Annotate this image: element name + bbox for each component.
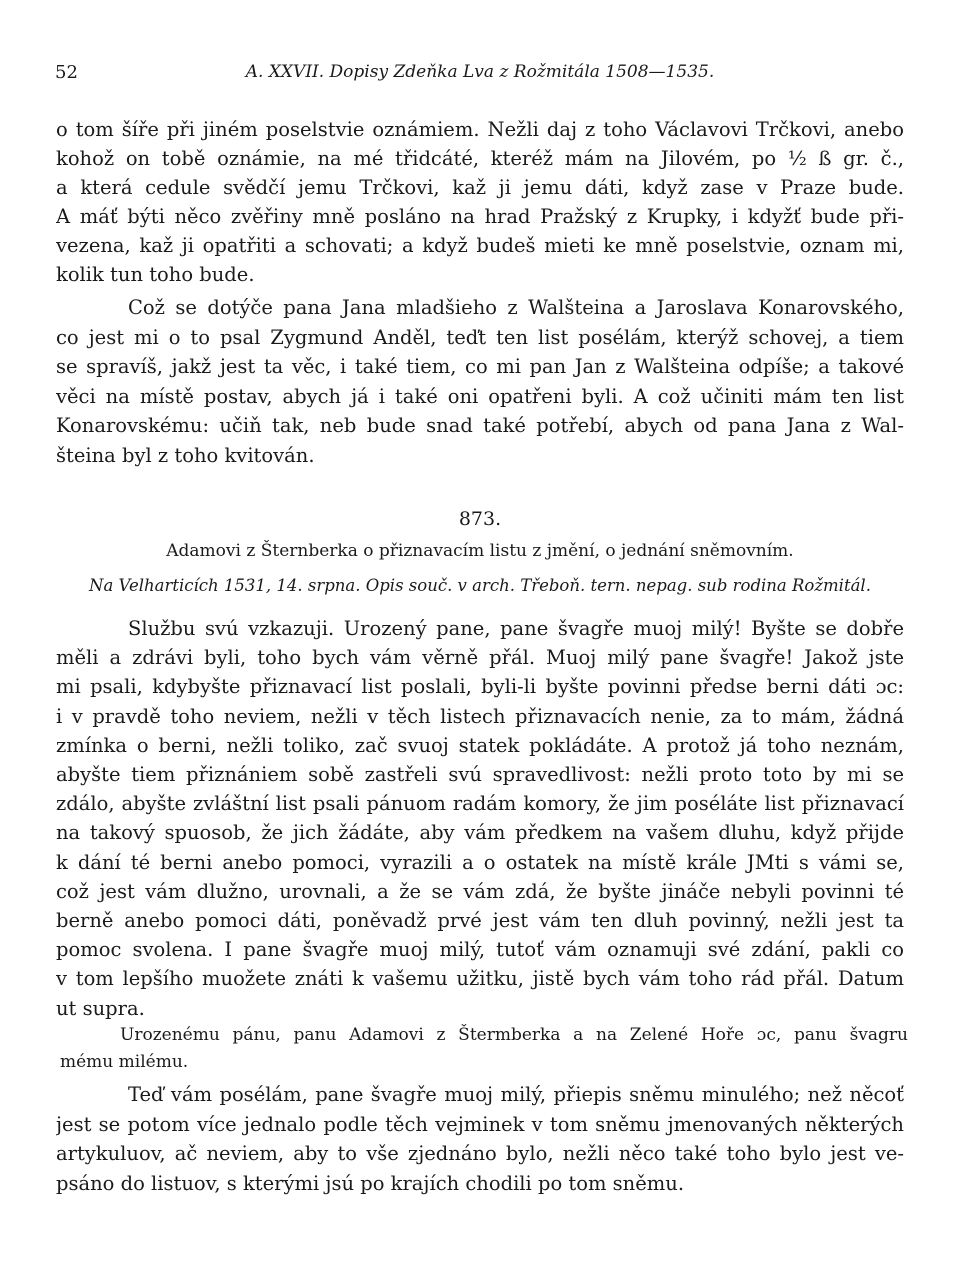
text-line: pomoc svolena. I pane švagře muoj milý, tutoť vám oznamuji své zdání, pakli co [56, 938, 904, 962]
letter-body [56, 614, 904, 1023]
text-line: A máť býti něco zvěřiny mně posláno na hrad Pražský z Krupky, i kdyžť bude při- [56, 205, 904, 228]
text-line: zdálo, abyšte zvláštní list psali pánuom radám komory, že jim poséláte list přiznavací [56, 792, 904, 816]
text-line: měli a zdrávi byli, toho bych vám věrně přál. Muoj milý pane švagře! Jakož jste [56, 646, 904, 670]
text-line: věci na místě postav, abych já i také oni opatřeni byli. A což učiniti mám ten list [56, 384, 904, 408]
text-line: v tom lepšího muožete znáti k vašemu užitku, jistě bych vám toho rád přál. Datum [56, 967, 904, 991]
letter-postscript [56, 1080, 904, 1198]
text-line: kolik tun toho bude. [56, 263, 255, 286]
text-line: mému milému. [60, 1052, 189, 1072]
text-line: o tom šíře při jiném poselstvie oznámiem. Nežli daj z toho Václavovi Trčkovi, anebo [56, 118, 904, 141]
text-line: ut supra. [56, 996, 145, 1020]
text-line: Teď vám posélám, pane švagře muoj milý, přiepis sněmu minulého; než něcoť [128, 1083, 904, 1106]
text-line: abyšte tiem přiznániem sobě zastřeli svú spravedlivost: nežli proto toto by mi se [56, 763, 904, 787]
text-line: jest se potom více jednalo podle těch vejminek v tom sněmu jmenovaných některých [56, 1112, 904, 1136]
page-number: 52 [55, 62, 78, 83]
paragraph-continuation [56, 115, 904, 289]
text-line: Což se dotýče pana Jana mladšieho z Walšteina a Jaroslava Konarovského, [128, 296, 904, 319]
text-line: co jest mi o to psal Zygmund Anděl, teďt ten list posélám, kterýž schovej, a tiem [56, 325, 904, 349]
text-line: Urozenému pánu, panu Adamovi z Štermberka a na Zelené Hoře ɔc, panu švagru [120, 1025, 908, 1045]
text-line: Službu svú vzkazuji. Urozený pane, pane švagře muoj milý! Byšte se dobře [128, 617, 904, 640]
running-head [55, 62, 905, 86]
running-title: A. XXVII. Dopisy Zdeňka Lva z Rožmitála 1508—1535. [245, 62, 715, 82]
text-line: artykuluov, ač neviem, aby to vše zjednáno bylo, nežli něco také toho bylo jest ve- [56, 1142, 904, 1165]
letter-address [60, 1022, 908, 1076]
text-line: Konarovskému: učiň tak, neb bude snad také potřebí, abych od pana Jana z Wal- [56, 414, 904, 437]
text-line: na takový spuosob, že jich žádáte, aby vám předkem na vašem dluhu, když přijde [56, 821, 904, 845]
text-line: vezena, kaž ji opatřiti a schovati; a když budeš mieti ke mně poselstvie, oznam mi, [56, 234, 904, 257]
text-line: k dání té berni anebo pomoci, vyrazili a o ostatek na místě krále JMti s vámi se, [56, 850, 904, 874]
text-line: psáno do listuov, s kterými jsú po krajích chodili po tom sněmu. [56, 1171, 685, 1195]
text-line: mi psali, kdybyšte přiznavací list poslali, byli-li byšte povinni předse berni dáti ɔc: [56, 675, 904, 699]
paragraph-walstein [56, 293, 904, 470]
letter-source: Na Velharticích 1531, 14. srpna. Opis souč. v arch. Třeboň. tern. nepag. sub rodina Rožmitál. [89, 576, 871, 595]
text-line: i v pravdě toho neviem, nežli v těch listech přiznavacích nenie, za to mám, žádná [56, 704, 904, 728]
letter-number: 873. [458, 508, 502, 530]
text-line: se spravíš, jakž jest ta věc, i také tiem, co mi pan Jan z Walšteina odpíše; a takové [56, 355, 904, 378]
text-line: berně anebo pomoci dáti, poněvadž prvé jest vám ten dluh povinný, nežli jest ta [56, 909, 904, 933]
letter-heading: Adamovi z Šternberka o přiznavacím listu z jmění, o jednání sněmovním. [166, 541, 794, 561]
text-line: kohož on tobě oznámie, na mé třidcáté, kteréž mám na Jilovém, po ½ ß gr. č., [56, 147, 904, 170]
text-line: zmínka o berni, nežli toliko, zač svuoj statek pokládáte. A protož já toho neznám, [56, 733, 904, 757]
text-line: a která cedule svědčí jemu Trčkovi, kaž ji jemu dáti, když zase v Praze bude. [56, 176, 904, 199]
text-line: šteina byl z toho kvitován. [56, 443, 315, 467]
text-line: což jest vám dlužno, urovnali, a že se vám zdá, že byšte jináče nebyli povinni té [56, 879, 904, 903]
